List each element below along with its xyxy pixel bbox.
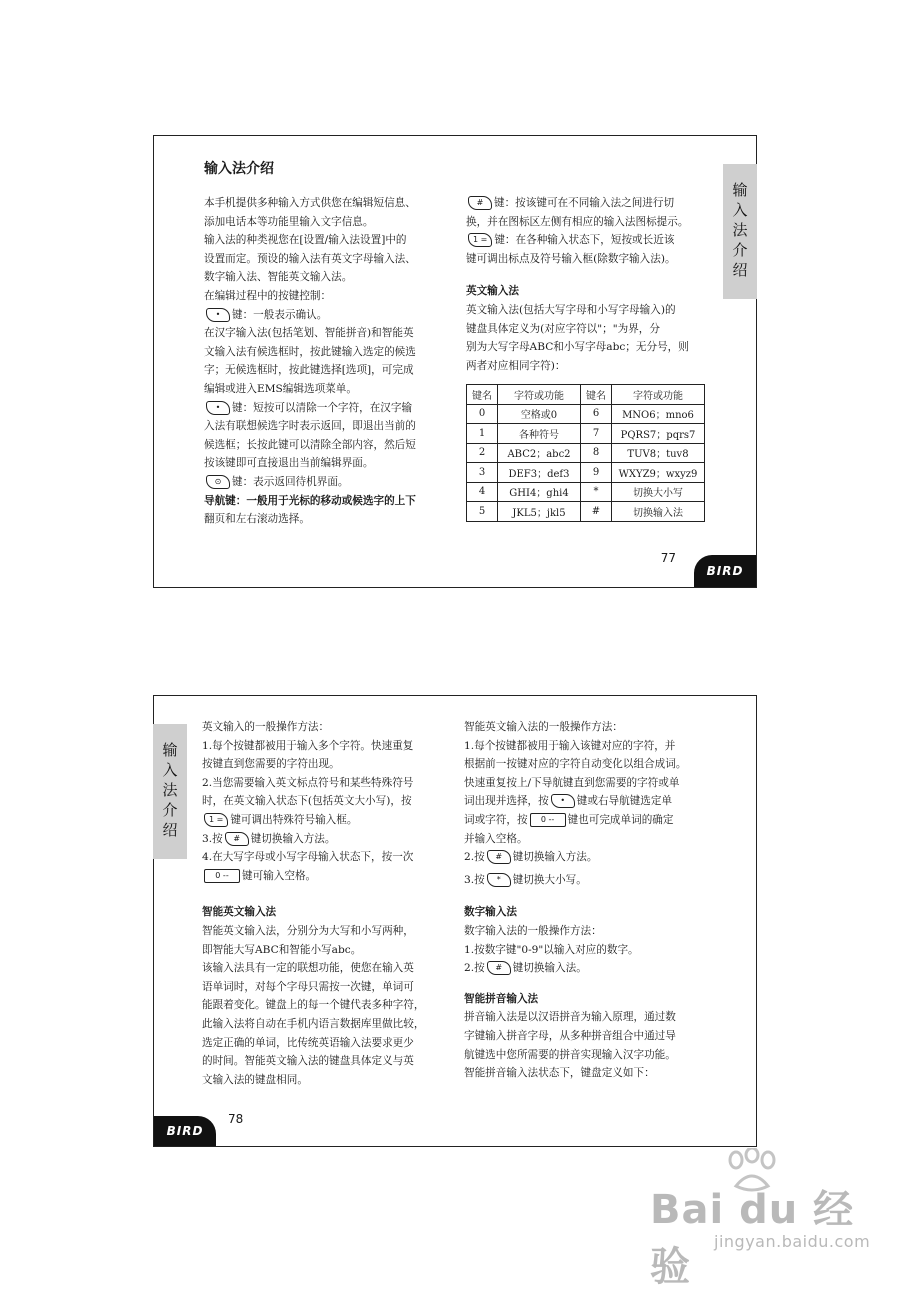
text-line: 的时间。智能英文输入法的键盘具体定义与英 bbox=[202, 1055, 414, 1068]
table-cell: 0 bbox=[467, 404, 498, 424]
text-line: 词出现并选择，按 bbox=[464, 795, 549, 808]
text-line: 能跟着变化。键盘上的每一个键代表多种字符， bbox=[202, 999, 425, 1012]
table-cell: # bbox=[581, 502, 612, 522]
text-line: 英文输入的一般操作方法： bbox=[202, 721, 330, 733]
text-line: 添加电话本等功能里输入文字信息。 bbox=[204, 215, 374, 228]
table-cell: 8 bbox=[581, 443, 612, 463]
watermark-brand: Bai du 经验 bbox=[650, 1187, 855, 1290]
text-line: 编辑或进入EMS编辑选项菜单。 bbox=[204, 382, 357, 395]
hash-key-icon: # bbox=[225, 832, 249, 846]
text-line: 智能英文输入法的一般操作方法： bbox=[464, 721, 623, 733]
text-line: 键：按该键可在不同输入法之间进行切 bbox=[494, 197, 675, 209]
text-line: 设置而定。预设的输入法有英文字母输入法、 bbox=[204, 252, 416, 265]
text-line: 根据前一按键对应的字符自动变化以组合成词。 bbox=[464, 758, 687, 771]
side-tab: 输入法介绍 bbox=[153, 724, 187, 859]
page-77 bbox=[153, 135, 757, 588]
table-row bbox=[467, 463, 705, 483]
table-cell: 2 bbox=[467, 443, 498, 463]
table-cell: 切换输入法 bbox=[612, 502, 705, 522]
text-line: 字；无候选框时，按此键选择[选项]，可完成 bbox=[204, 364, 414, 377]
text-line: 时，在英文输入状态下(包括英文大小写)，按 bbox=[202, 795, 412, 808]
table-cell: 5 bbox=[467, 502, 498, 522]
table-row bbox=[467, 502, 705, 522]
table-cell: MNO6；mno6 bbox=[612, 404, 705, 424]
text-line: 选定正确的单词，比传统英语输入法要求更少 bbox=[202, 1036, 414, 1049]
hash-key-icon: # bbox=[468, 196, 492, 210]
text-line: 两者对应相同字符)： bbox=[466, 359, 566, 372]
text-line: 3.按 bbox=[202, 832, 223, 845]
table-cell: 6 bbox=[581, 404, 612, 424]
text-line: 1.按数字键"0-9"以输入对应的数字。 bbox=[464, 943, 639, 956]
text-line: 入法有联想候选字时表示返回，即退出当前的 bbox=[204, 420, 416, 433]
text-line: 并输入空格。 bbox=[464, 832, 528, 845]
ok-key-icon: • bbox=[551, 794, 575, 808]
left-column bbox=[204, 194, 454, 529]
text-line: 按该键即可直接退出当前编辑界面。 bbox=[204, 457, 374, 470]
table-cell: JKL5；jkl5 bbox=[498, 502, 581, 522]
symbol-key-icon: 1 = bbox=[468, 233, 492, 247]
text-line: 2.按 bbox=[464, 962, 485, 975]
table-cell: 空格或0 bbox=[498, 404, 581, 424]
side-tab: 输入法介绍 bbox=[723, 164, 757, 299]
text-line: 智能英文输入法，分别分为大写和小写两种， bbox=[202, 924, 414, 937]
section-heading: 数字输入法 bbox=[464, 906, 517, 919]
text-line: 输入法的种类视您在[设置/输入法设置]中的 bbox=[204, 234, 407, 247]
right-column bbox=[464, 718, 724, 1083]
bird-logo: BIRD bbox=[154, 1116, 216, 1146]
table-cell: 9 bbox=[581, 463, 612, 483]
text-line: 翻页和左右滚动选择。 bbox=[204, 513, 310, 526]
table-cell: 各种符号 bbox=[498, 424, 581, 444]
section-heading: 英文输入法 bbox=[466, 285, 519, 298]
table-cell: GHI4；ghi4 bbox=[498, 482, 581, 502]
keymap-table bbox=[466, 384, 705, 522]
text-line: 词或字符，按 bbox=[464, 813, 528, 826]
ok-key-icon: • bbox=[206, 308, 230, 322]
text-line: 在汉字输入法(包括笔划、智能拼音)和智能英 bbox=[204, 327, 414, 340]
text-line: 候选框；长按此键可以清除全部内容，然后短 bbox=[204, 438, 416, 451]
text-line: 2.按 bbox=[464, 851, 485, 864]
text-line: 键切换大小写。 bbox=[512, 873, 587, 886]
page-number: 78 bbox=[228, 1112, 244, 1126]
text-line: 字键输入拼音字母，从多种拼音组合中通过导 bbox=[464, 1029, 676, 1042]
table-row bbox=[467, 482, 705, 502]
text-line: 智能拼音输入法状态下，键盘定义如下： bbox=[464, 1067, 655, 1080]
text-line: 键切换输入法。 bbox=[512, 962, 587, 975]
table-cell: DEF3；def3 bbox=[498, 463, 581, 483]
right-column bbox=[466, 194, 716, 375]
table-cell: TUV8；tuv8 bbox=[612, 443, 705, 463]
table-cell: 7 bbox=[581, 424, 612, 444]
zero-key-icon: 0 -- bbox=[530, 813, 566, 827]
text-line: 3.按 bbox=[464, 873, 485, 886]
text-line: 键：一般表示确认。 bbox=[232, 308, 328, 321]
text-line: 本手机提供多种输入方式供您在编辑短信息、 bbox=[204, 197, 416, 209]
text-line: 拼音输入法是以汉语拼音为输入原理，通过数 bbox=[464, 1011, 676, 1024]
text-line: 数字输入法的一般操作方法： bbox=[464, 924, 602, 937]
text-line: 1.每个按键都被用于输入多个字符。快速重复 bbox=[202, 739, 414, 752]
text-line: 数字输入法、智能英文输入法。 bbox=[204, 271, 353, 284]
table-cell: * bbox=[581, 482, 612, 502]
table-row bbox=[467, 404, 705, 424]
text-line: 导航键：一般用于光标的移动或候选字的上下 bbox=[204, 494, 416, 507]
table-cell: 1 bbox=[467, 424, 498, 444]
text-line: 键切换输入方法。 bbox=[250, 832, 336, 845]
text-line: 该输入法具有一定的联想功能，使您在输入英 bbox=[202, 962, 414, 975]
text-line: 键也可完成单词的确定 bbox=[567, 813, 674, 826]
text-line: 键或右导航键选定单 bbox=[576, 795, 673, 808]
text-line: 键盘具体定义为(对应字符以"；"为界，分 bbox=[466, 322, 660, 335]
clear-key-icon: • bbox=[206, 401, 230, 415]
hash-key-icon: # bbox=[487, 961, 511, 975]
text-line: 别为大写字母ABC和小写字母abc；无分号，则 bbox=[466, 341, 689, 354]
text-line: 文输入法有候选框时，按此键输入选定的候选 bbox=[204, 345, 416, 358]
bird-logo: BIRD bbox=[694, 555, 756, 587]
text-line: 英文输入法(包括大写字母和小写字母输入)的 bbox=[466, 303, 676, 316]
watermark-url: jingyan.baidu.com bbox=[714, 1232, 871, 1251]
table-cell: 4 bbox=[467, 482, 498, 502]
text-line: 键可输入空格。 bbox=[242, 869, 317, 882]
text-line: 航键选中您所需要的拼音实现输入汉字功能。 bbox=[464, 1048, 676, 1061]
page-number: 77 bbox=[660, 551, 676, 565]
star-key-icon: * bbox=[487, 873, 511, 887]
table-header: 键名 bbox=[581, 385, 612, 405]
zero-key-icon: 0 -- bbox=[204, 869, 240, 883]
text-line: 键可调出特殊符号输入框。 bbox=[230, 813, 358, 826]
text-line: 语单词时，对每个字母只需按一次键，单词可 bbox=[202, 980, 414, 993]
text-line: 在编辑过程中的按键控制： bbox=[204, 289, 332, 302]
table-header-row bbox=[467, 385, 705, 405]
text-line: 1.每个按键都被用于输入该键对应的字符，并 bbox=[464, 739, 676, 752]
text-line: 键可调出标点及符号输入框(除数字输入法)。 bbox=[466, 252, 676, 265]
table-cell: WXYZ9；wxyz9 bbox=[612, 463, 705, 483]
text-line: 文输入法的键盘相同。 bbox=[202, 1073, 308, 1086]
text-line: 键：在各种输入状态下，短按或长近该 bbox=[494, 234, 675, 247]
table-header: 字符或功能 bbox=[612, 385, 705, 405]
table-cell: 切换大小写 bbox=[612, 482, 705, 502]
table-cell: 3 bbox=[467, 463, 498, 483]
table-cell: PQRS7；pqrs7 bbox=[612, 424, 705, 444]
table-header: 字符或功能 bbox=[498, 385, 581, 405]
text-line: 此输入法将自动在手机内语言数据库里做比较， bbox=[202, 1017, 425, 1030]
text-line: 快速重复按上/下导航键直到您需要的字符或单 bbox=[464, 776, 680, 789]
text-line: 即智能大写ABC和智能小写abc。 bbox=[202, 943, 362, 956]
table-cell: ABC2；abc2 bbox=[498, 443, 581, 463]
text-line: 换，并在图标区左侧有相应的输入法图标提示。 bbox=[466, 215, 689, 228]
text-line: 键：短按可以清除一个字符，在汉字输 bbox=[232, 401, 413, 414]
page-title: 输入法介绍 bbox=[204, 161, 274, 177]
text-line: 键：表示返回待机界面。 bbox=[232, 475, 349, 488]
left-column bbox=[202, 718, 452, 1089]
baidu-watermark bbox=[650, 1148, 875, 1290]
text-line: 2.当您需要输入英文标点符号和某些特殊符号 bbox=[202, 776, 414, 789]
table-row bbox=[467, 443, 705, 463]
page-78 bbox=[153, 695, 757, 1147]
table-row bbox=[467, 424, 705, 444]
section-heading: 智能拼音输入法 bbox=[464, 992, 539, 1005]
text-line: 4.在大写字母或小写字母输入状态下，按一次 bbox=[202, 851, 414, 864]
text-line: 键切换输入方法。 bbox=[512, 851, 598, 864]
text-line: 按键直到您需要的字符出现。 bbox=[202, 758, 340, 771]
table-header: 键名 bbox=[467, 385, 498, 405]
section-heading: 智能英文输入法 bbox=[202, 906, 277, 919]
end-key-icon: ⊙ bbox=[206, 475, 230, 489]
hash-key-icon: # bbox=[487, 850, 511, 864]
symbol-key-icon: 1 = bbox=[204, 813, 228, 827]
